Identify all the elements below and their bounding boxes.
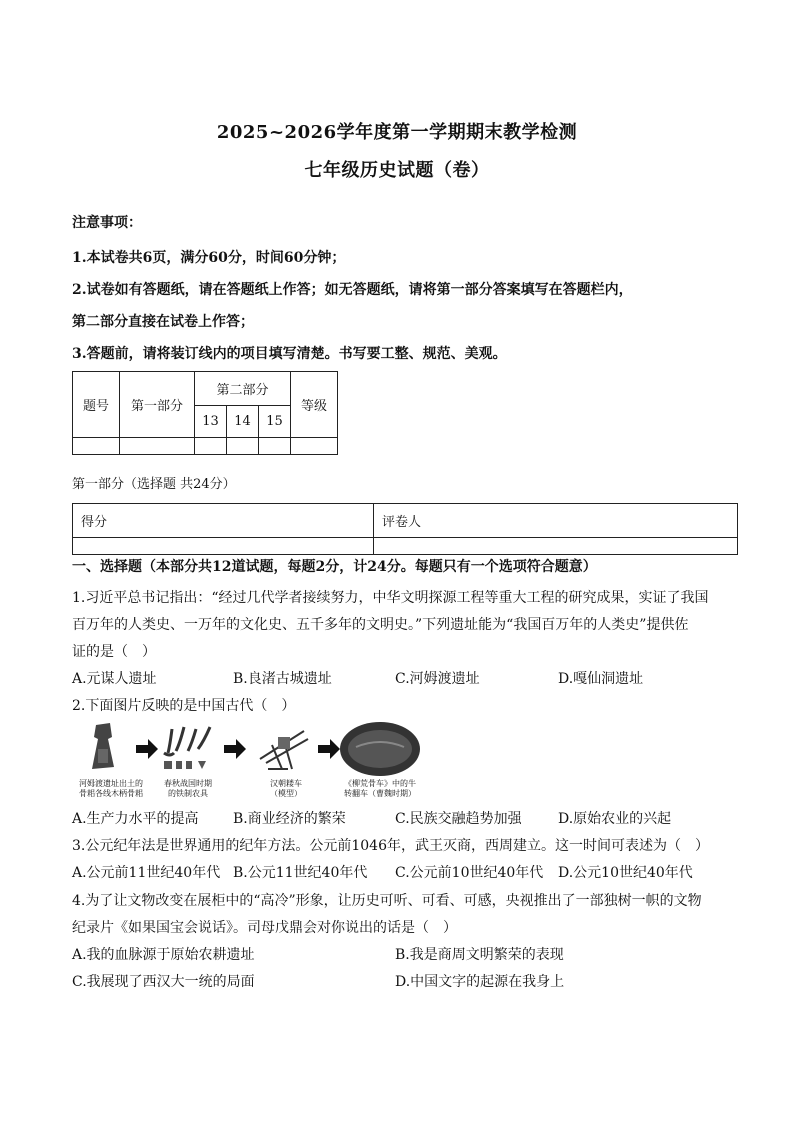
score-table bbox=[72, 371, 338, 455]
score-header-14: 14 bbox=[227, 406, 259, 438]
caption-bone-spade: 河姆渡遗址出土的 骨耜各线木柄骨耜 bbox=[79, 779, 143, 798]
q4-stem-line-1: 4.为了让文物改变在展柜中的“高冷”形象，让历史可听、可看、可感，央视推出了一部独树一帜的文物 bbox=[72, 893, 702, 909]
mural-image bbox=[340, 722, 420, 776]
q2-option-d[interactable]: D.原始农业的兴起 bbox=[558, 811, 672, 827]
q2-figure bbox=[72, 719, 422, 801]
arrow-icon bbox=[136, 739, 158, 759]
q2-option-c[interactable]: C.民族交融趋势加强 bbox=[395, 811, 522, 827]
exam-subtitle: 七年级历史试题（卷） bbox=[304, 160, 490, 181]
q3-option-b[interactable]: B.公元11世纪40年代 bbox=[233, 865, 368, 881]
score-cell[interactable] bbox=[195, 438, 227, 455]
notice-item-2-line-2: 第二部分直接在试卷上作答； bbox=[72, 314, 254, 330]
q1-option-b[interactable]: B.良渚古城遗址 bbox=[233, 671, 332, 687]
q1-option-d[interactable]: D.嘎仙洞遗址 bbox=[558, 671, 644, 687]
arrow-icon bbox=[318, 739, 340, 759]
score-cell[interactable] bbox=[291, 438, 338, 455]
q4-option-a[interactable]: A.我的血脉源于原始农耕遗址 bbox=[72, 947, 255, 963]
grader-label: 评卷人 bbox=[374, 504, 738, 538]
score-label: 得分 bbox=[73, 504, 374, 538]
score-header-15: 15 bbox=[259, 406, 291, 438]
exam-title: 2025~2026学年度第一学期期末教学检测 bbox=[216, 122, 578, 143]
caption-mural: 《柳荒骨车》中的牛 转翻车（曹魏时期） bbox=[344, 779, 416, 798]
q4-option-b[interactable]: B.我是商周文明繁荣的表现 bbox=[395, 947, 564, 963]
score-header-question: 题号 bbox=[73, 372, 120, 438]
q4-option-c[interactable]: C.我展现了西汉大一统的局面 bbox=[72, 974, 255, 990]
q1-option-a[interactable]: A.元谋人遗址 bbox=[72, 671, 157, 687]
notice-item-3: 3.答题前，请将装订线内的项目填写清楚。书写要工整、规范、美观。 bbox=[72, 346, 507, 362]
notice-item-2-line-1: 2.试卷如有答题纸，请在答题纸上作答；如无答题纸，请将第一部分答案填写在答题栏内， bbox=[72, 282, 633, 298]
q2-option-b[interactable]: B.商业经济的繁荣 bbox=[233, 811, 346, 827]
q1-stem-line-1: 1.习近平总书记指出：“经过几代学者接续努力，中华文明探源工程等重大工程的研究成果，实证了我国 bbox=[72, 590, 709, 606]
score-cell[interactable] bbox=[120, 438, 195, 455]
score-cell[interactable] bbox=[259, 438, 291, 455]
caption-seed-drill: 汉朝耧车 （模型） bbox=[270, 779, 302, 798]
seed-drill-image bbox=[260, 731, 308, 769]
part1-label: 第一部分（选择题 共24分） bbox=[72, 477, 236, 492]
bone-spade-image bbox=[92, 723, 114, 769]
q1-option-c[interactable]: C.河姆渡遗址 bbox=[395, 671, 480, 687]
q2-stem: 2.下面图片反映的是中国古代（ ） bbox=[72, 698, 296, 714]
score-header-part1: 第一部分 bbox=[120, 372, 195, 438]
q2-option-a[interactable]: A.生产力水平的提高 bbox=[72, 811, 199, 827]
q4-stem-line-2: 纪录片《如果国宝会说话》。司母戊鼎会对你说出的话是（ ） bbox=[72, 920, 457, 936]
score-cell[interactable] bbox=[73, 438, 120, 455]
notice-heading: 注意事项： bbox=[72, 215, 142, 231]
q3-option-c[interactable]: C.公元前10世纪40年代 bbox=[395, 865, 544, 881]
notice-item-1: 1.本试卷共6页，满分60分，时间60分钟； bbox=[72, 250, 346, 266]
score-field[interactable] bbox=[73, 538, 374, 555]
grader-table bbox=[72, 503, 738, 555]
score-header-13: 13 bbox=[195, 406, 227, 438]
grader-field[interactable] bbox=[374, 538, 738, 555]
section-heading: 一、选择题（本部分共12道试题，每题2分，计24分。每题只有一个选项符合题意） bbox=[72, 559, 597, 575]
q1-stem-line-2: 百万年的人类史、一万年的文化史、五千多年的文明史。”下列遗址能为“我国百万年的人类史”提供佐 bbox=[72, 617, 689, 633]
q3-stem: 3.公元纪年法是世界通用的纪年方法。公元前1046年，武王灭商，西周建立。这一时间可表述为（ ） bbox=[72, 838, 709, 854]
caption-iron-tools: 春秋战国时期 的铁制农具 bbox=[164, 779, 212, 798]
q4-option-d[interactable]: D.中国文字的起源在我身上 bbox=[395, 974, 565, 990]
q3-option-d[interactable]: D.公元10世纪40年代 bbox=[558, 865, 693, 881]
q3-option-a[interactable]: A.公元前11世纪40年代 bbox=[72, 865, 221, 881]
score-header-grade: 等级 bbox=[291, 372, 338, 438]
score-cell[interactable] bbox=[227, 438, 259, 455]
q1-stem-line-3: 证的是（ ） bbox=[72, 644, 156, 660]
iron-tools-image bbox=[164, 727, 210, 769]
score-header-part2: 第二部分 bbox=[195, 372, 291, 406]
arrow-icon bbox=[224, 739, 246, 759]
